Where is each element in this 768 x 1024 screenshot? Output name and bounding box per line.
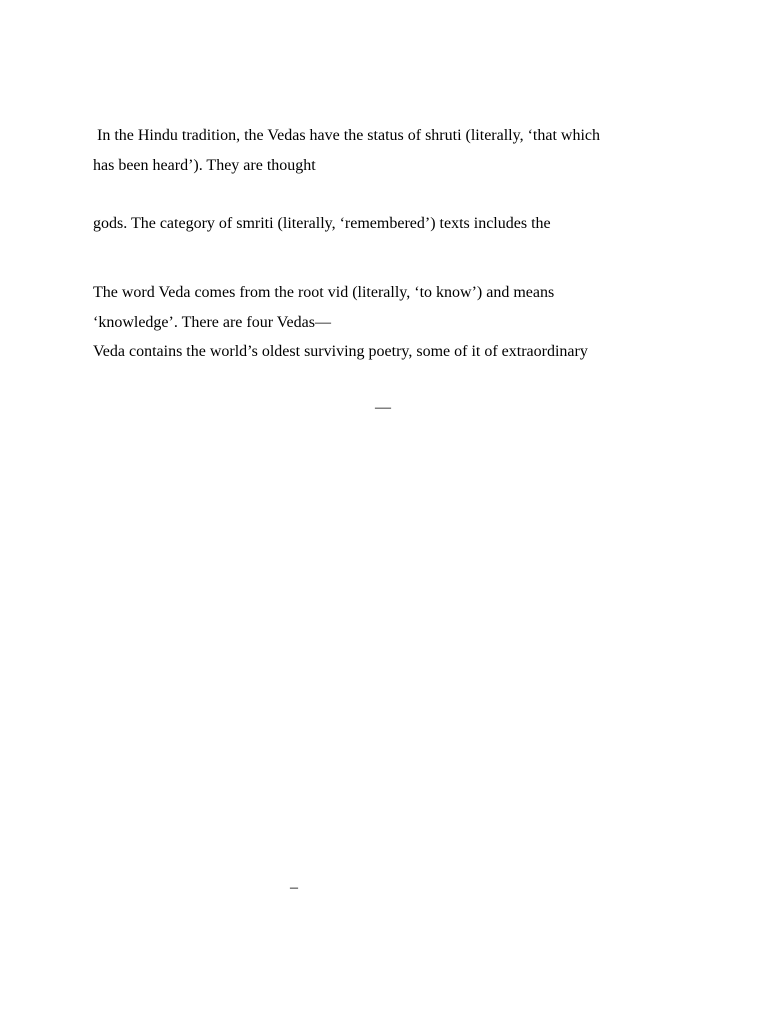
text-line-2: has been heard’). They are thought — [93, 157, 316, 174]
text-line-1: In the Hindu tradition, the Vedas have the status of shruti (literally, ‘that which — [93, 127, 600, 144]
em-dash-mark: — — [375, 399, 391, 416]
text-line-3: gods. The category of smriti (literally, ‘remembered’) texts includes the — [93, 215, 551, 232]
text-line-5: ‘knowledge’. There are four Vedas— — [93, 314, 331, 331]
text-line-6: Veda contains the world’s oldest surviving poetry, some of it of extraordinary — [93, 343, 588, 360]
text-line-4: The word Veda comes from the root vid (literally, ‘to know’) and means — [93, 284, 555, 301]
en-dash-mark: – — [290, 879, 298, 896]
